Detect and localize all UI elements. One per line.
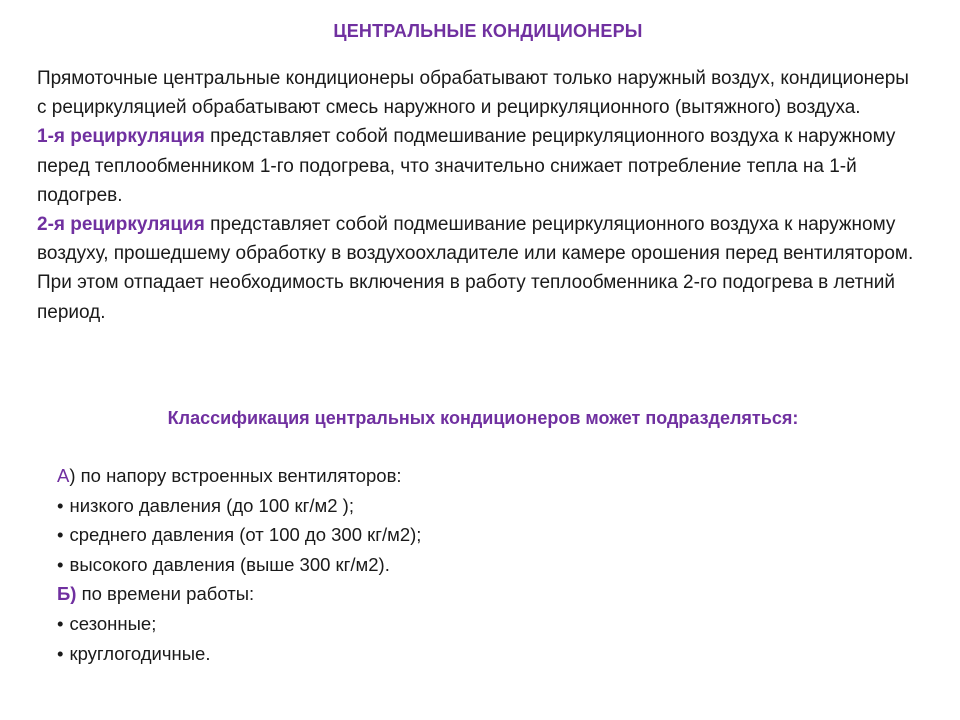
group-b-label: по времени работы: xyxy=(76,583,255,605)
group-a-label: ) по напору встроенных вентиляторов: xyxy=(69,465,402,486)
group-a-heading xyxy=(57,461,917,491)
intro-text-block xyxy=(37,64,917,327)
list-item xyxy=(57,639,917,669)
list-item-text: круглогодичные. xyxy=(69,642,211,664)
recirculation-2-term: 2-я рециркуляция xyxy=(37,214,205,236)
list-item xyxy=(57,491,917,521)
recirculation-2-description: представляет собой подмешивание рециркуляционного воздуха к наружному воздуху, прошедшему обработку в воздухоохладителе или камере орошения перед вентилятором. При этом отпадает необходимость включения в работу теплообменника 2-го подогрева в летний период. xyxy=(37,214,914,323)
recirculation-2-paragraph xyxy=(37,210,917,327)
recirculation-1-term: 1-я рециркуляция xyxy=(37,126,205,148)
bullet-icon: • xyxy=(57,612,64,634)
bullet-icon: • xyxy=(57,553,64,575)
intro-paragraph: Прямоточные центральные кондиционеры обрабатывают только наружный воздух, кондиционеры с рециркуляцией обрабатывают смесь наружного и рециркуляционного (вытяжного) воздуха. xyxy=(37,68,909,119)
list-item xyxy=(57,550,917,580)
group-b-heading xyxy=(57,579,917,609)
bullet-icon: • xyxy=(57,524,64,546)
group-b-letter: Б) xyxy=(57,583,77,605)
list-item-text: низкого давления (до 100 кг/м2 ); xyxy=(69,494,354,516)
recirculation-1-paragraph xyxy=(37,122,917,210)
group-a-letter: А xyxy=(57,465,70,486)
list-item-text: высокого давления (выше 300 кг/м2). xyxy=(69,553,390,575)
classification-heading: Классификация центральных кондиционеров может подразделяться: xyxy=(167,408,799,428)
classification-list xyxy=(57,461,917,668)
bullet-icon: • xyxy=(57,642,64,664)
list-item-text: среднего давления (от 100 до 300 кг/м2); xyxy=(69,524,422,546)
recirculation-1-description: представляет собой подмешивание рециркуляционного воздуха к наружному перед теплообменником 1-го подогрева, что значительно снижает потребление тепла на 1-й подогрев. xyxy=(37,126,896,206)
list-item xyxy=(57,520,917,550)
bullet-icon: • xyxy=(57,494,64,516)
list-item xyxy=(57,609,917,639)
list-item-text: сезонные; xyxy=(69,612,157,634)
slide-title: ЦЕНТРАЛЬНЫЕ КОНДИЦИОНЕРЫ xyxy=(333,21,643,41)
